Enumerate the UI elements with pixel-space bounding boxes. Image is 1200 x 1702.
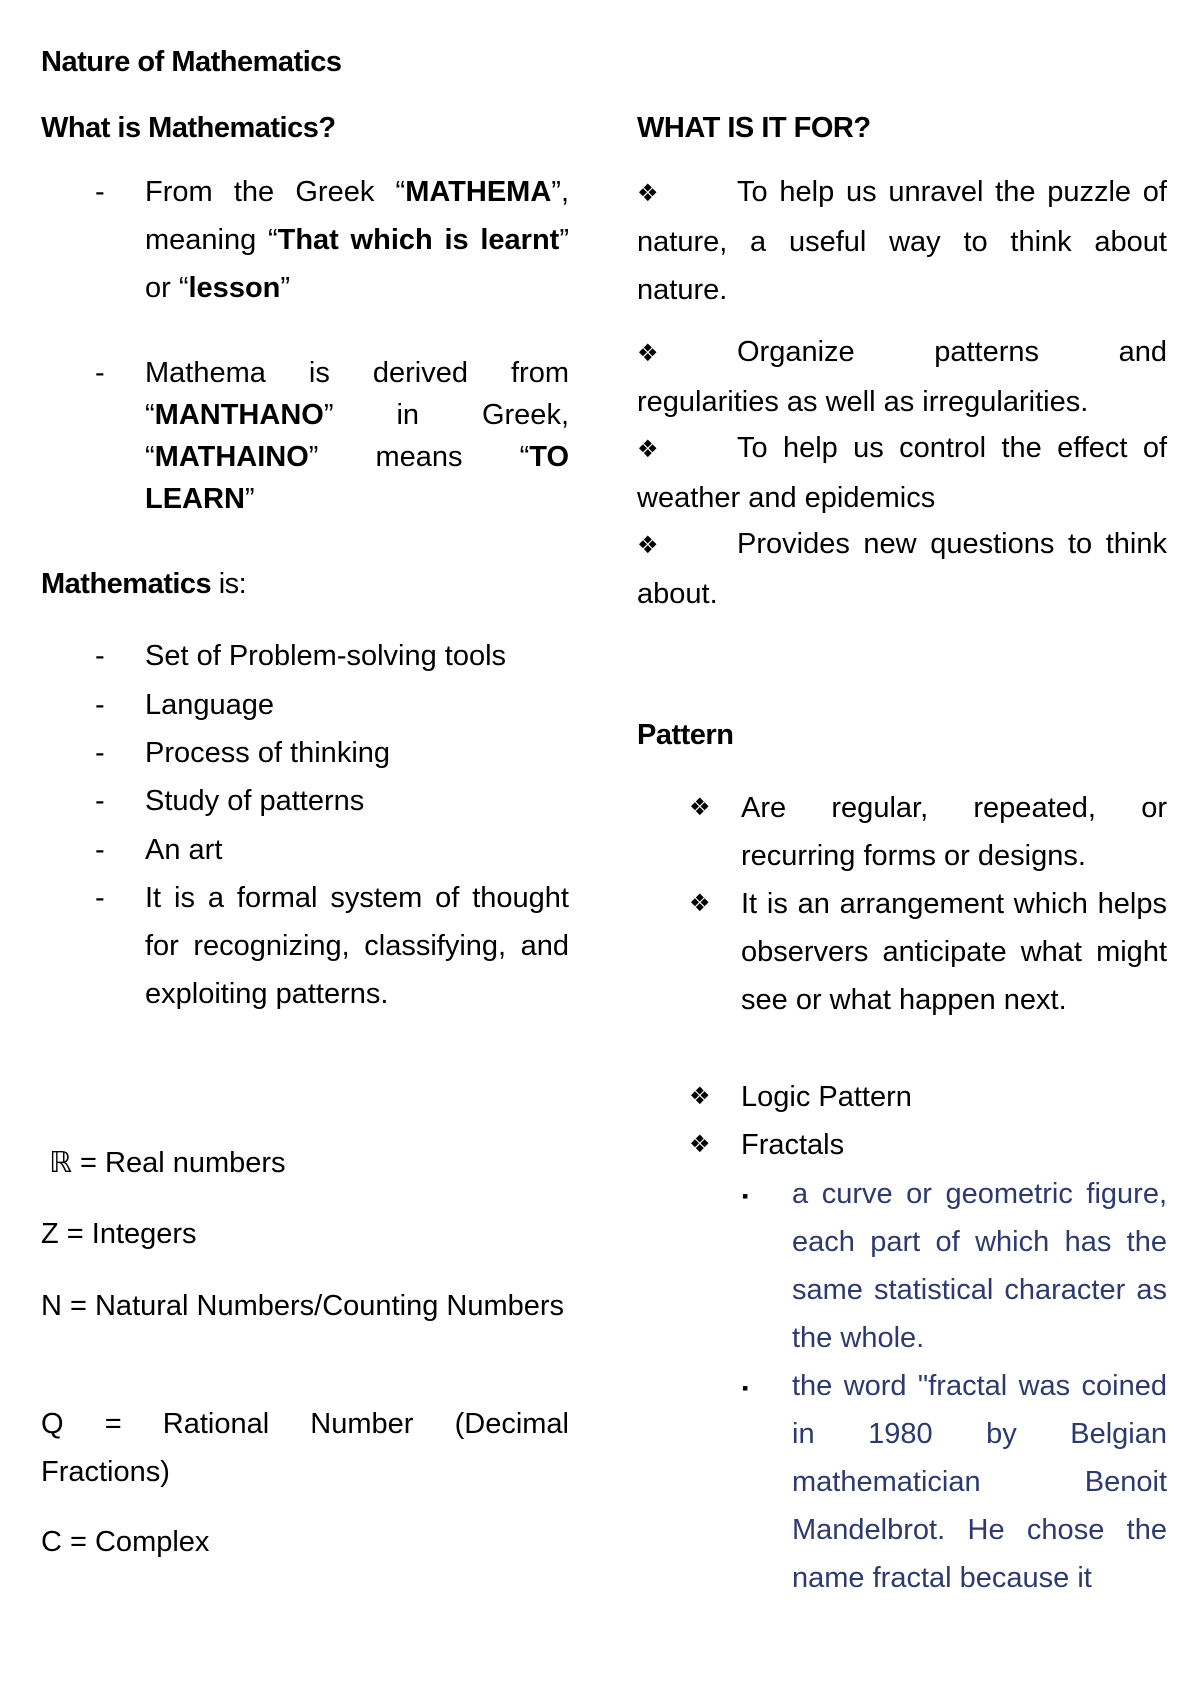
greek-term: MATHAINO (154, 441, 309, 473)
number-set-real: ℝ = Real numbers (49, 1147, 286, 1179)
number-set-natural: N = Natural Numbers/Counting Numbers (41, 1290, 565, 1322)
purpose-item (637, 328, 1167, 426)
greek-term: MANTHANO (154, 399, 324, 431)
diamond-bullet-icon: ❖ (689, 794, 711, 821)
text-run: ”, meaning “ (145, 176, 569, 256)
square-bullet-icon: ▪ (742, 1378, 749, 1398)
text-run: ” (244, 483, 255, 515)
square-bullet-icon: ▪ (742, 1186, 749, 1206)
purpose-text: To help us control the effect of weather and epidemics (637, 432, 1167, 514)
lesson-term: lesson (188, 272, 281, 304)
diamond-bullet-icon: ❖ (637, 532, 659, 559)
what-is-it-for-heading: WHAT IS IT FOR? (637, 112, 871, 144)
page-title: Nature of Mathematics (41, 46, 342, 78)
pattern-text: It is an arrangement which helps observers anticipate what might see or what happen next. (741, 888, 1167, 1016)
number-set-rational: Q = Rational Number (Decimal Fractions) (41, 1408, 569, 1488)
diamond-bullet-icon: ❖ (689, 1083, 711, 1110)
greek-term: MATHEMA (405, 176, 552, 208)
purpose-item (637, 168, 1167, 314)
purpose-text: Organize patterns and regularities as well as irregularities. (637, 336, 1167, 418)
meaning-term: That which is learnt (277, 224, 560, 256)
diamond-bullet-icon: ❖ (689, 1131, 711, 1158)
fractal-text: a curve or geometric figure, each part of which has the same statistical character as the whole. (792, 1178, 1167, 1354)
mathematics-is-heading (41, 560, 246, 608)
fractal-text: the word "fractal was coined in 1980 by Belgian mathematician Benoit Mandelbrot. He chose the name fractal because it (792, 1370, 1167, 1594)
number-set-complex: C = Complex (41, 1526, 210, 1558)
text-run: Mathema is derived from “ (145, 357, 569, 431)
dash-bullet: - (95, 176, 105, 208)
text-run: From the Greek “ (145, 176, 406, 208)
text-run: ” means “ (308, 441, 530, 473)
to-learn-term: TO LEARN (145, 441, 569, 515)
pattern-text: Logic Pattern (741, 1081, 912, 1113)
purpose-text: Provides new questions to think about. (637, 528, 1167, 610)
purpose-item (637, 520, 1167, 618)
text-run: ” or “ (145, 224, 569, 304)
purpose-item (637, 424, 1167, 522)
diamond-bullet-icon: ❖ (637, 436, 659, 463)
diamond-bullet-icon: ❖ (689, 890, 711, 917)
pattern-text: Fractals (741, 1129, 845, 1161)
list-item-text: Study of patterns (145, 785, 365, 817)
diamond-bullet-icon: ❖ (637, 340, 659, 367)
number-set-integers: Z = Integers (41, 1218, 197, 1250)
pattern-text: Are regular, repeated, or recurring forms or designs. (741, 792, 1167, 872)
what-is-mathematics-heading: What is Mathematics? (41, 112, 336, 144)
text-run: ” in Greek, “ (145, 399, 569, 473)
list-item-text: It is a formal system of thought for recognizing, classifying, and exploiting patterns. (145, 882, 569, 1010)
text-run: ” (280, 272, 291, 304)
purpose-text: To help us unravel the puzzle of nature, a useful way to think about nature. (637, 176, 1167, 306)
list-item-text: Set of Problem-solving tools (145, 640, 507, 672)
heading-suffix: is: (211, 568, 247, 600)
list-item-text: Language (145, 689, 275, 721)
pattern-heading: Pattern (637, 719, 734, 751)
heading-bold: Mathematics (41, 568, 212, 600)
dash-bullet: - (95, 357, 105, 389)
list-item-text: An art (145, 834, 223, 866)
list-item-text: Process of thinking (145, 737, 391, 769)
diamond-bullet-icon: ❖ (637, 180, 659, 207)
origin-text (145, 352, 569, 520)
origin-text (145, 168, 569, 312)
